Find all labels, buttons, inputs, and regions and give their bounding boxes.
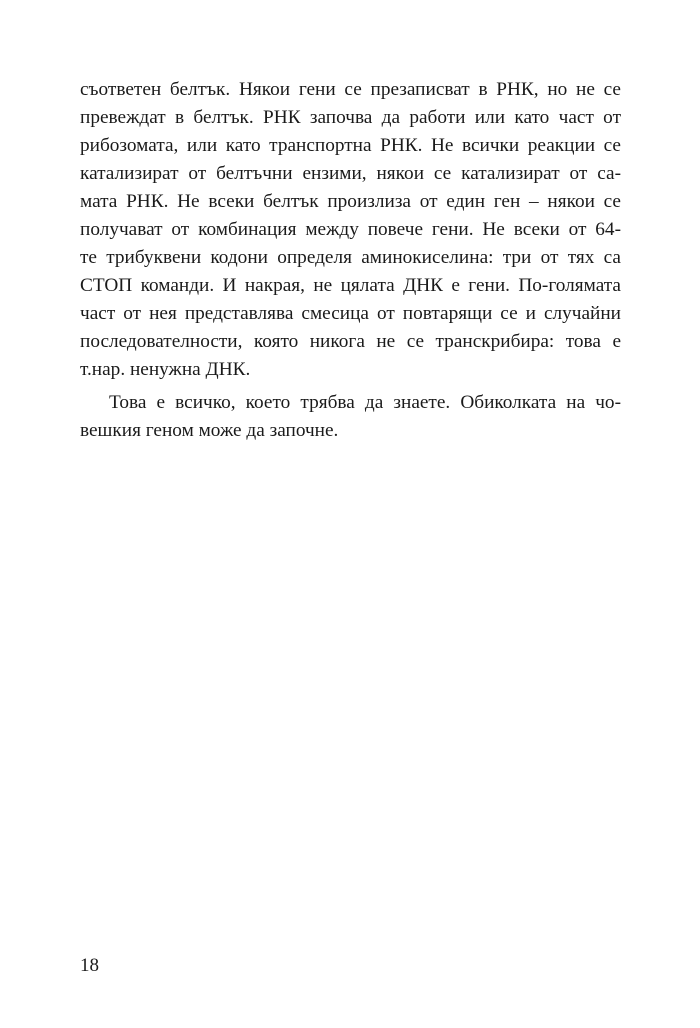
paragraph-2 xyxy=(80,389,621,445)
text-line: Това е всичко, което трябва да знаете. Обиколката на чо- xyxy=(109,392,621,413)
text-line: мата РНК. Не всеки белтък произлиза от един ген – някои се xyxy=(80,191,621,212)
text-line: получават от комбинация между повече гени. Не всеки от 64- xyxy=(80,219,621,240)
text-line: вешкия геном може да започне. xyxy=(80,420,339,441)
text-line: съответен белтък. Някои гени се презаписват в РНК, но не се xyxy=(80,79,621,100)
text-line: СТОП команди. И накрая, не цялата ДНК е гени. По-голямата xyxy=(80,275,621,296)
body-text xyxy=(80,76,621,445)
text-line: рибозомата, или като транспортна РНК. Не всички реакции се xyxy=(80,135,621,156)
text-line: част от нея представлява смесица от повтарящи се и случайни xyxy=(80,303,621,324)
text-line: т.нар. ненужна ДНК. xyxy=(80,359,251,380)
text-line: превеждат в белтък. РНК започва да работи или като част от xyxy=(80,107,621,128)
paragraph-1 xyxy=(80,76,621,384)
text-line: последователности, която никога не се транскрибира: това е xyxy=(80,331,621,352)
text-line: те трибуквени кодони определя аминокиселина: три от тях са xyxy=(80,247,621,268)
text-line: катализират от белтъчни ензими, някои се катализират от са- xyxy=(80,163,621,184)
page-number: 18 xyxy=(80,955,99,976)
